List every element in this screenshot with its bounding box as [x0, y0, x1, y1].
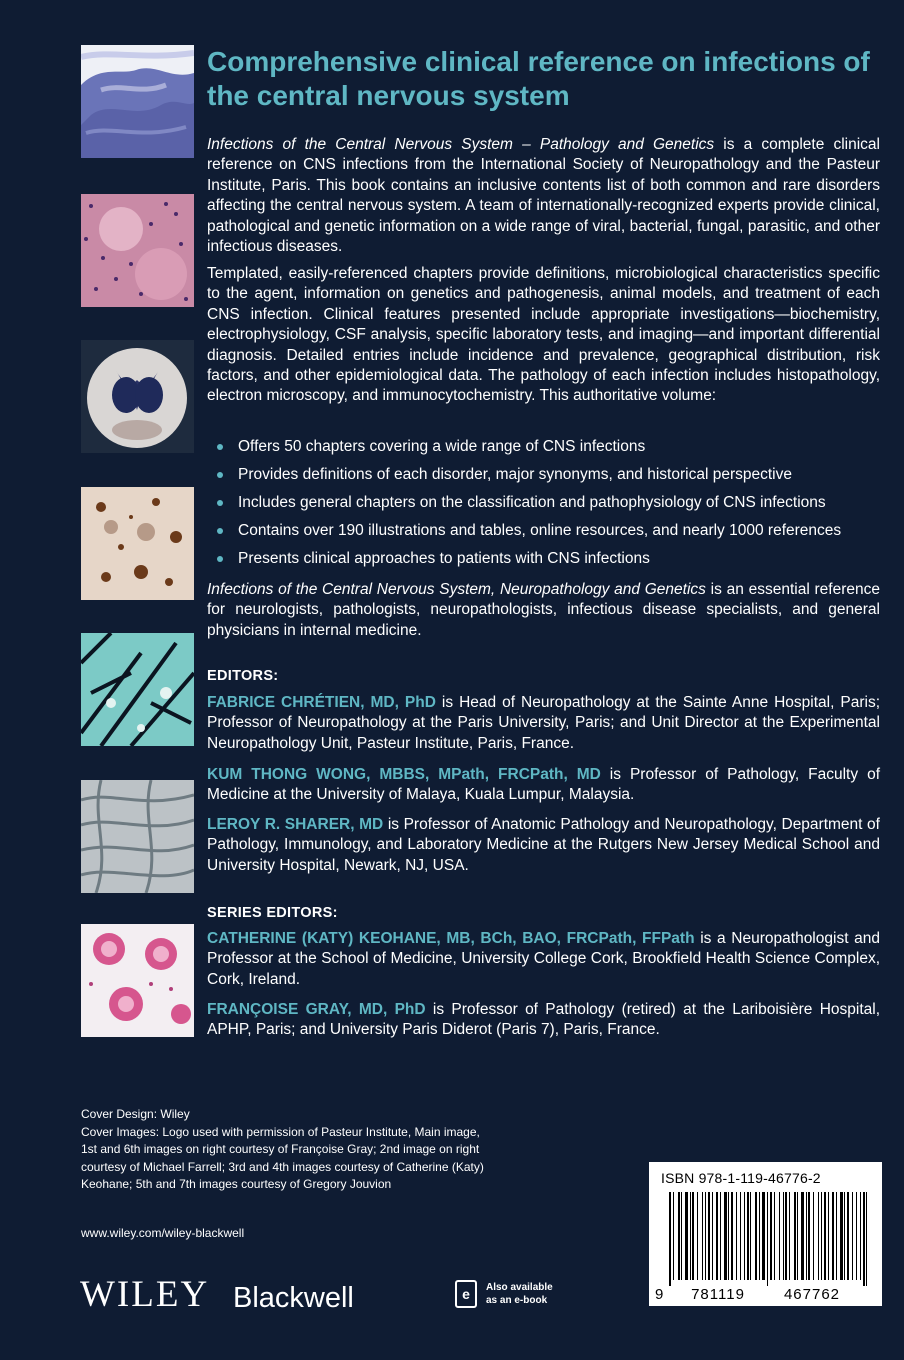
bullet-icon — [217, 472, 223, 478]
barcode-bar — [863, 1192, 865, 1286]
barcode-bar — [728, 1192, 729, 1280]
feature-list — [207, 437, 887, 577]
bullet-icon — [217, 528, 223, 534]
barcode-bar — [681, 1192, 682, 1280]
barcode-bar — [720, 1192, 721, 1280]
barcode-bar — [852, 1192, 853, 1280]
barcode-bar — [744, 1192, 745, 1280]
series-editor-bio: CATHERINE (KATY) KEOHANE, MB, BCh, BAO, FRCPath, FFPath is a Neuropathologist and Professor at the School of Medicine, University College Cork, Brookfield Health Science Complex, Cork, Ireland. — [207, 930, 880, 988]
barcode-bar — [712, 1192, 713, 1280]
book-title-italic: Infections of the Central Nervous System, Neuropathology and Genetics — [207, 581, 706, 598]
barcode-bar — [690, 1192, 691, 1280]
immunostain-image — [81, 487, 194, 600]
barcode-bar — [847, 1192, 849, 1280]
barcode-bar — [824, 1192, 826, 1280]
editors-label: EDITORS: — [207, 668, 279, 684]
brain-section-image — [81, 45, 194, 158]
barcode-bar — [789, 1192, 790, 1280]
barcode-bar — [785, 1192, 787, 1280]
barcode-bar — [685, 1192, 688, 1280]
barcode-bar — [708, 1192, 710, 1280]
barcode-bar — [673, 1192, 674, 1280]
intro-text: is a complete clinical reference on CNS infections from the International Society of Neuropathology and the Pasteur Institute, Paris. This book contains an inclusive contents list of both common and rare disorders affecting the central nervous system. A team of internationally-recognized experts provide clinical, pathological and genetic information on a wide range of viral, bacterial, fungal, parasitic, and other infectious diseases. — [207, 136, 880, 256]
barcode-bar — [821, 1192, 822, 1280]
fungal-hyphae-image — [81, 633, 194, 746]
barcode-bar — [740, 1192, 741, 1280]
barcode-bar — [779, 1192, 780, 1280]
barcode-bar — [716, 1192, 718, 1280]
series-editor-name: CATHERINE (KATY) KEOHANE, MB, BCh, BAO, FRCPath, FFPath — [207, 930, 695, 947]
cerebellum-histology-image — [81, 194, 194, 307]
barcode-bar — [770, 1192, 772, 1280]
barcode-digit-first: 9 — [655, 1286, 664, 1303]
editor-name: FABRICE CHRÉTIEN, MD, PhD — [207, 694, 436, 711]
ebook-icon — [455, 1280, 477, 1308]
barcode-bar — [697, 1192, 698, 1280]
isbn-barcode — [649, 1162, 882, 1306]
barcode-bar — [801, 1192, 804, 1280]
wiley-logo: WILEY — [80, 1274, 210, 1315]
barcode-bar — [724, 1192, 727, 1280]
barcode-bar — [844, 1192, 845, 1280]
barcode-bar — [705, 1192, 706, 1280]
barcode-bar — [678, 1192, 680, 1280]
list-item: Provides definitions of each disorder, major synonyms, and historical perspective — [207, 465, 887, 493]
tissue-section-image — [81, 780, 194, 893]
barcode-bar — [774, 1192, 775, 1280]
barcode-bar — [860, 1192, 861, 1280]
editor-bio: LEROY R. SHARER, MD is Professor of Anatomic Pathology and Neuropathology, Department of Pathology, Immunology, and Laboratory Medicine at the Rutgers New Jersey Medical School and University Hospital, Newark, NJ, USA. — [207, 816, 880, 874]
bullet-icon — [217, 500, 223, 506]
list-item: Contains over 190 illustrations and tables, online resources, and nearly 1000 references — [207, 521, 887, 549]
barcode-bar — [856, 1192, 857, 1280]
barcode-bar — [755, 1192, 757, 1280]
barcode-bar — [794, 1192, 796, 1280]
closing-paragraph: Infections of the Central Nervous System, Neuropathology and Genetics is an essential reference for neurologists, pathologists, neuropathologists, infectious disease specialists, and general physicians in internal medicine. — [207, 581, 880, 639]
cover-heading: Comprehensive clinical reference on infections of the central nervous system — [207, 46, 870, 111]
barcode-bar — [836, 1192, 837, 1280]
barcode-bar — [736, 1192, 737, 1280]
brain-coronal-section-image — [81, 340, 194, 453]
series-editor-bio: FRANÇOISE GRAY, MD, PhD is Professor of Pathology (retired) at the Lariboisière Hospital, APHP, Paris; and University Paris Diderot (Paris 7), Paris, France. — [207, 1001, 880, 1039]
barcode-bar — [759, 1192, 760, 1280]
series-editors-label: SERIES EDITORS: — [207, 905, 338, 921]
barcode-bar — [731, 1192, 733, 1280]
editor-bio: KUM THONG WONG, MBBS, MPath, FRCPath, MD is Professor of Pathology, Faculty of Medicine at the University of Malaya, Kuala Lumpur, Malaysia. — [207, 766, 880, 804]
list-item: Includes general chapters on the classification and pathophysiology of CNS infections — [207, 493, 887, 521]
intro-paragraph — [207, 135, 880, 257]
barcode-bar — [813, 1192, 814, 1280]
list-item: Offers 50 chapters covering a wide range of CNS infections — [207, 437, 887, 465]
barcode-bar — [818, 1192, 819, 1280]
barcode-bar — [702, 1192, 703, 1280]
barcode-bar — [840, 1192, 843, 1280]
barcode-bar — [832, 1192, 834, 1280]
svg-text:e: e — [462, 1286, 470, 1302]
barcode-digits-left: 781119 — [691, 1286, 745, 1303]
barcode-bar — [750, 1192, 751, 1280]
editor-name: KUM THONG WONG, MBBS, MPath, FRCPath, MD — [207, 766, 601, 783]
ebook-note: Also available as an e-book — [486, 1282, 553, 1306]
barcode-bar — [797, 1192, 798, 1280]
list-item: Presents clinical approaches to patients with CNS infections — [207, 549, 887, 577]
editor-bio: FABRICE CHRÉTIEN, MD, PhD is Head of Neuropathology at the Sainte Anne Hospital, Paris; Professor of Neuropathology at the Paris University, Paris; and Unit Director at the Experimental Neuropathology Unit, Pasteur Institute, Paris, France. — [207, 694, 880, 752]
barcode-bar — [767, 1192, 768, 1286]
cover-credits: Cover Design: Wiley Cover Images: Logo used with permission of Pasteur Institute, Main image, 1st and 6th images on right courtesy of Françoise Gray; 2nd image on right courtesy of Michael Farrell; 3rd and 4th images courtesy of Catherine (Katy) Keohane; 5th and 7th images courtesy of Gregory Jouvion — [81, 1107, 484, 1191]
series-editor-name: FRANÇOISE GRAY, MD, PhD — [207, 1001, 426, 1018]
features-paragraph: Templated, easily-referenced chapters provide definitions, microbiological characteristics specific to the agent, information on genetics and pathogenesis, animal models, and treatment of each CNS infection. Clinical features presented include appropriate investigations—biochemistry, electrophysiology, CSF analysis, specific laboratory tests, and imaging—and important differential diagnosis. Detailed entries include incidence and prevalence, geographical distribution, risk factors, and other epidemiological data. The pathology of each infection includes histopathology, electron microscopy, and immunocytochemistry. This authoritative volume: — [207, 265, 880, 405]
bullet-icon — [217, 444, 223, 450]
barcode-digits-right: 467762 — [783, 1286, 841, 1303]
barcode-bar — [828, 1192, 829, 1280]
barcode-bar — [692, 1192, 694, 1280]
editor-name: LEROY R. SHARER, MD — [207, 816, 384, 833]
isbn-label: ISBN 978-1-119-46776-2 — [661, 1170, 821, 1186]
barcode-bar — [866, 1192, 867, 1286]
bullet-icon — [217, 556, 223, 562]
barcode-bar — [783, 1192, 784, 1280]
barcode-bar — [762, 1192, 765, 1280]
barcode-bar — [669, 1192, 671, 1286]
amoeba-histology-image — [81, 924, 194, 1037]
barcode-bar — [808, 1192, 810, 1280]
publisher-url-link[interactable]: www.wiley.com/wiley-blackwell — [81, 1226, 245, 1240]
barcode-bar — [806, 1192, 807, 1280]
barcode-bar — [747, 1192, 749, 1280]
blackwell-logo: Blackwell — [233, 1282, 354, 1314]
book-title-italic: Infections of the Central Nervous System – Pathology and Genetics — [207, 136, 715, 153]
